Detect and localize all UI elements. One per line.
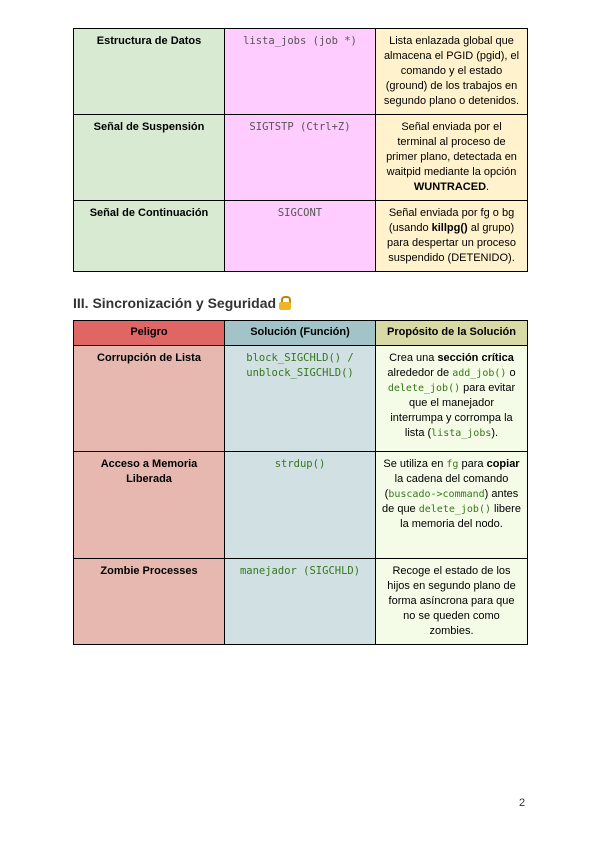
concept-code: SIGTSTP (Ctrl+Z) bbox=[225, 115, 376, 201]
table-row bbox=[74, 452, 528, 559]
column-header-solucion: Solución (Función) bbox=[225, 321, 376, 346]
concept-name: Señal de Continuación bbox=[74, 201, 225, 272]
table-row bbox=[74, 115, 528, 201]
purpose-cell: Recoge el estado de los hijos en segundo plano de forma asíncrona para que no se queden como zombies. bbox=[376, 559, 528, 645]
solution-cell: strdup() bbox=[225, 452, 376, 559]
column-header-proposito: Propósito de la Solución bbox=[376, 321, 528, 346]
purpose-cell: Se utiliza en fg para copiar la cadena del comando (buscado->command) antes de que delete_job() libere la memoria del nodo. bbox=[376, 452, 528, 559]
table-header-row bbox=[74, 321, 528, 346]
solution-cell: manejador (SIGCHLD) bbox=[225, 559, 376, 645]
hazard-cell: Corrupción de Lista bbox=[74, 346, 225, 452]
concept-code: SIGCONT bbox=[225, 201, 376, 272]
concepts-table bbox=[73, 28, 528, 272]
solution-cell: block_SIGCHLD() / unblock_SIGCHLD() bbox=[225, 346, 376, 452]
concept-description: Señal enviada por fg o bg (usando killpg() al grupo) para despertar un proceso suspendido (DETENIDO). bbox=[376, 201, 528, 272]
table-row bbox=[74, 201, 528, 272]
column-header-peligro: Peligro bbox=[74, 321, 225, 346]
concept-name: Estructura de Datos bbox=[74, 29, 225, 115]
lock-icon bbox=[279, 296, 291, 309]
security-table bbox=[73, 320, 528, 645]
concept-code: lista_jobs (job *) bbox=[225, 29, 376, 115]
table-row bbox=[74, 346, 528, 452]
table-row bbox=[74, 559, 528, 645]
concept-description: Lista enlazada global que almacena el PGID (pgid), el comando y el estado (ground) de los trabajos en segundo plano o detenidos. bbox=[376, 29, 528, 115]
table-row bbox=[74, 29, 528, 115]
section-heading: III. Sincronización y Seguridad bbox=[73, 295, 291, 311]
purpose-cell: Crea una sección crítica alrededor de add_job() o delete_job() para evitar que el manejador interrumpa y corrompa la lista (lista_jobs). bbox=[376, 346, 528, 452]
hazard-cell: Acceso a Memoria Liberada bbox=[74, 452, 225, 559]
concept-name: Señal de Suspensión bbox=[74, 115, 225, 201]
page-number: 2 bbox=[519, 797, 526, 809]
concept-description: Señal enviada por el terminal al proceso de primer plano, detectada en waitpid mediante la opción WUNTRACED. bbox=[376, 115, 528, 201]
hazard-cell: Zombie Processes bbox=[74, 559, 225, 645]
